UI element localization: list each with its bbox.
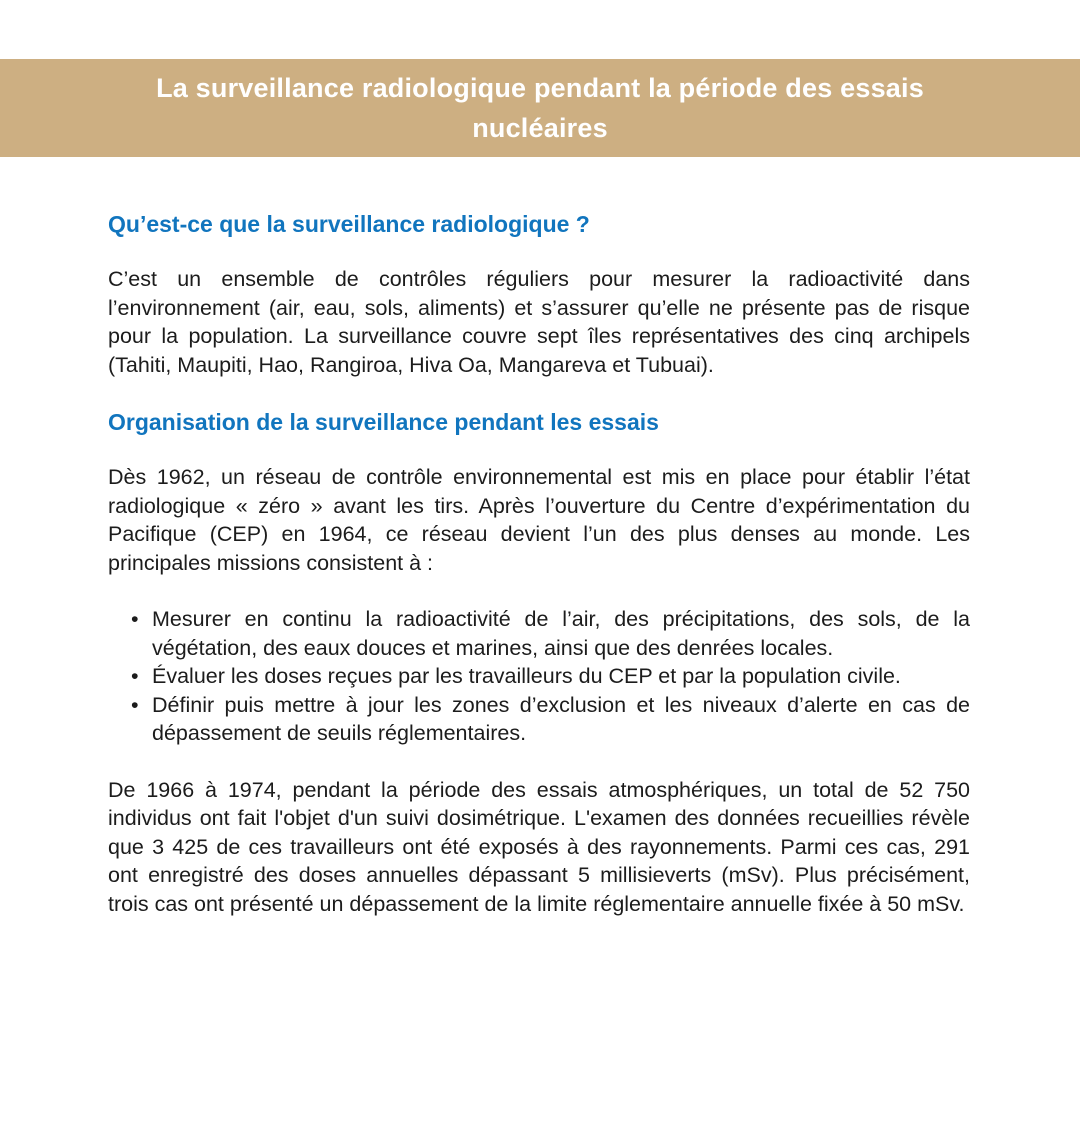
paragraph-surveillance-definition: C’est un ensemble de contrôles réguliers pour mesurer la radioactivité dans l’environnement (air, eau, sols, aliments) et s’assurer qu’elle ne présente pas de risque pour la population. La surveillance couvre sept îles représentatives des cinq archipels (Tahiti, Maupiti, Hao, Rangiroa, Hiva Oa, Mangareva et Tubuai). <box>108 267 970 377</box>
paragraph-organisation: Dès 1962, un réseau de contrôle environnemental est mis en place pour établir l’état radiologique « zéro » avant les tirs. Après l’ouverture du Centre d’expérimentation du Pacifique (CEP) en 1964, ce réseau devient l’un des plus denses au monde. Les principales missions consistent à : <box>108 465 970 575</box>
page-title: La surveillance radiologique pendant la période des essais nucléaires <box>156 73 924 143</box>
title-banner <box>0 59 1080 157</box>
list-item-mesurer: • Mesurer en continu la radioactivité de l’air, des précipitations, des sols, de la végétation, des eaux douces et marines, ainsi que des denrées locales. <box>108 605 970 662</box>
section-heading-organisation: Organisation de la surveillance pendant les essais <box>108 409 659 435</box>
section-heading-surveillance-definition: Qu’est-ce que la surveillance radiologique ? <box>108 211 590 237</box>
paragraph-dosimetrie: De 1966 à 1974, pendant la période des essais atmosphériques, un total de 52 750 individus ont fait l'objet d'un suivi dosimétrique. L'examen des données recueillies révèle que 3 425 de ces travailleurs ont été exposés à des rayonnements. Parmi ces cas, 291 ont enregistré des doses annuelles dépassant 5 millisieverts (mSv). Plus précisément, trois cas ont présenté un dépassement de la limite réglementaire annuelle fixée à 50 mSv. <box>108 777 970 916</box>
list-item-evaluer: • Évaluer les doses reçues par les travailleurs du CEP et par la population civile. <box>108 662 970 691</box>
document-page <box>0 59 1080 918</box>
list-item-definir: • Définir puis mettre à jour les zones d’exclusion et les niveaux d’alerte en cas de dépassement de seuils réglementaires. <box>108 691 970 748</box>
document-body <box>0 157 1080 918</box>
missions-list <box>108 605 970 748</box>
